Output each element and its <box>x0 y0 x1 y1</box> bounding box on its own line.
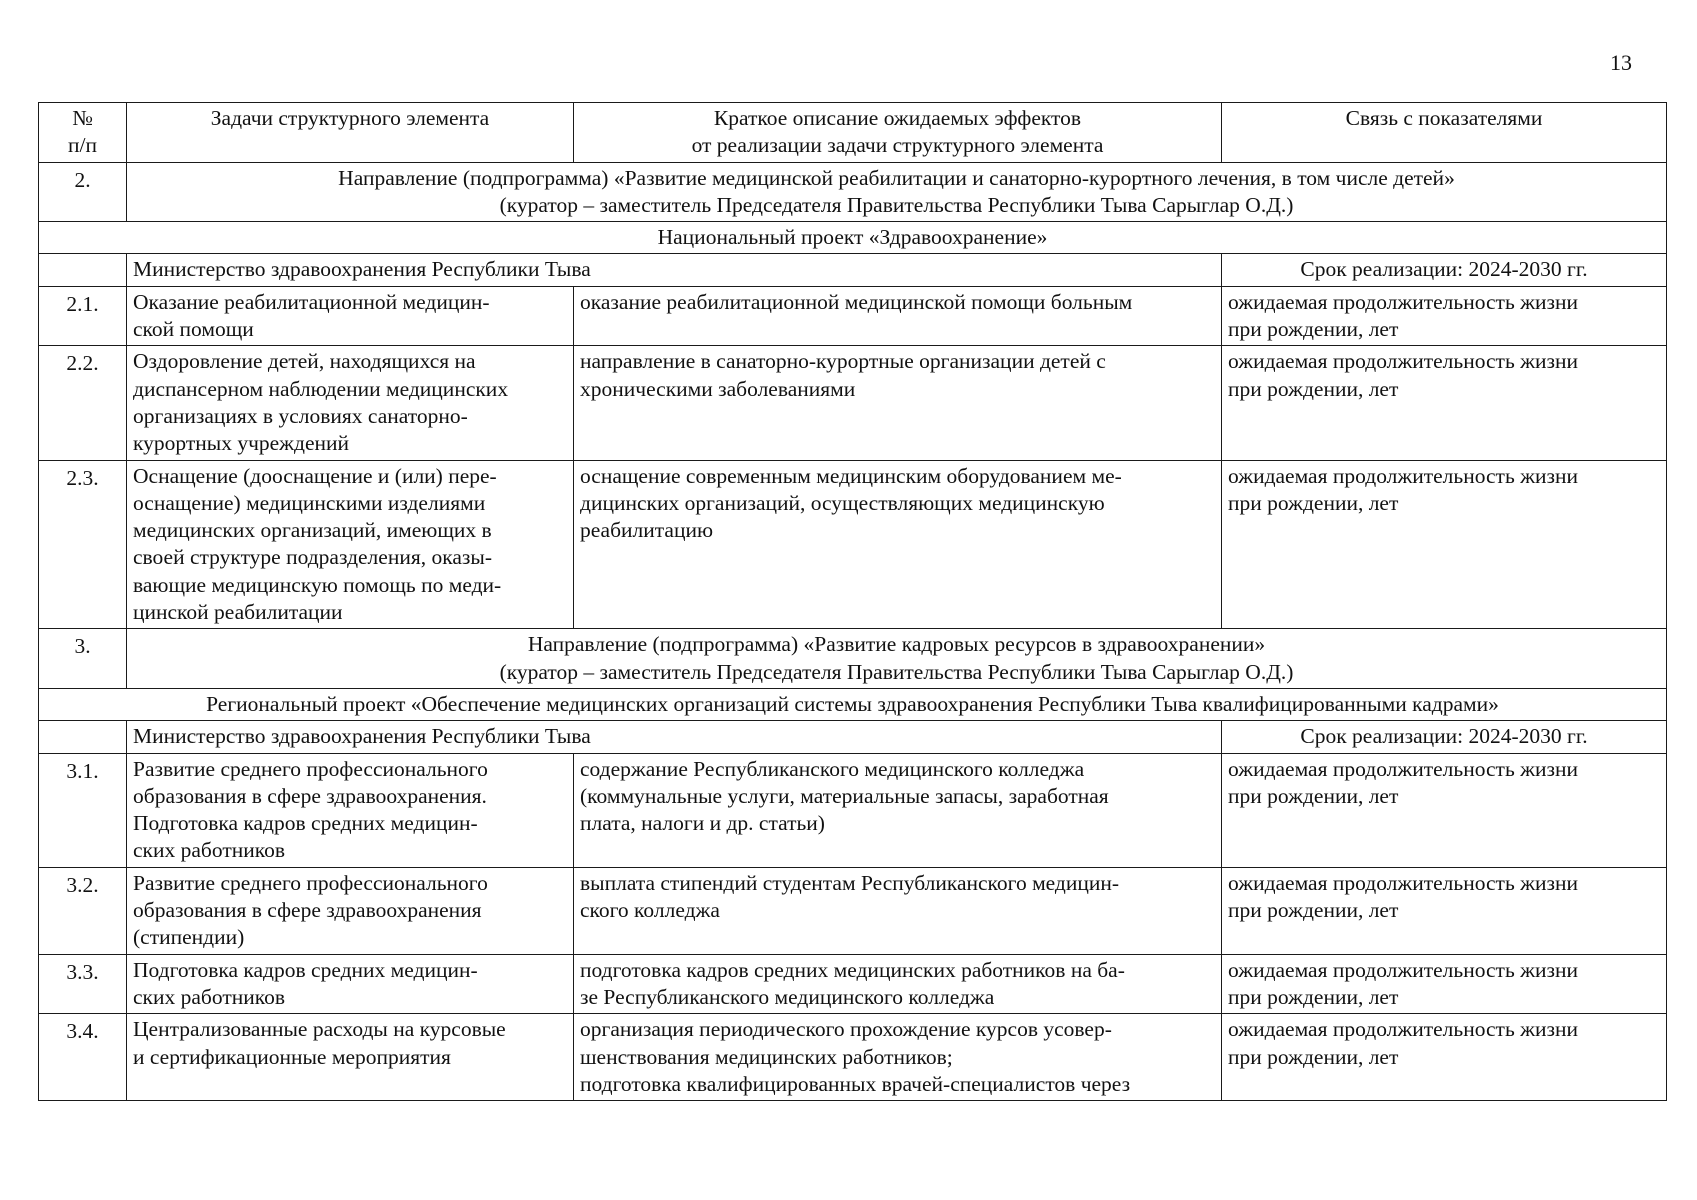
direction-row <box>39 162 1667 222</box>
indicator-line: ожидаемая продолжительность жизни <box>1228 1017 1578 1042</box>
task-line: ских работников <box>133 984 285 1009</box>
direction-line: (куратор – заместитель Председателя Правительства Республики Тыва Сарыглар О.Д.) <box>499 659 1294 684</box>
indicator-link-cell <box>1222 286 1667 346</box>
direction-row <box>39 629 1667 689</box>
task-line: Развитие среднего профессионального <box>133 870 488 895</box>
effect-line: подготовка кадров средних медицинских работников на ба- <box>580 957 1125 982</box>
task-line: вающие медицинскую помощь по меди- <box>133 572 502 597</box>
structural-elements-table <box>38 102 1667 1101</box>
indicator-line: ожидаемая продолжительность жизни <box>1228 870 1578 895</box>
header-number-cell <box>39 103 127 163</box>
effect-line: направление в санаторно-курортные организации детей с <box>580 349 1106 374</box>
task-line: медицинских организаций, имеющих в <box>133 518 492 543</box>
effect-line: выплата стипендий студентам Республиканского медицин- <box>580 870 1120 895</box>
indicator-line: ожидаемая продолжительность жизни <box>1228 957 1578 982</box>
effect-line: зе Республиканского медицинского колледжа <box>580 984 995 1009</box>
effect-line: реабилитацию <box>580 518 714 543</box>
ministry-number-cell <box>39 721 127 753</box>
task-line: образования в сфере здравоохранения <box>133 898 482 923</box>
header-number-line: п/п <box>68 133 97 158</box>
task-cell <box>127 286 574 346</box>
section-number: 2. <box>39 162 127 222</box>
project-title: Национальный проект «Здравоохранение» <box>39 222 1667 254</box>
task-line: Оснащение (дооснащение и (или) пере- <box>133 463 497 488</box>
implementation-term: Срок реализации: 2024-2030 гг. <box>1222 721 1667 753</box>
table-row <box>39 867 1667 954</box>
header-number-line: № <box>72 106 93 130</box>
row-number: 3.3. <box>39 954 127 1014</box>
effect-cell <box>574 753 1222 867</box>
effect-line: плата, налоги и др. статьи) <box>580 811 825 836</box>
effect-line: (коммунальные услуги, материальные запасы, заработная <box>580 783 1109 808</box>
indicator-line: при рождении, лет <box>1228 1044 1399 1069</box>
header-effect-line: от реализации задачи структурного элемента <box>691 133 1104 158</box>
effect-line: содержание Республиканского медицинского колледжа <box>580 756 1085 781</box>
indicator-link-cell <box>1222 1014 1667 1101</box>
indicator-line: при рождении, лет <box>1228 898 1399 923</box>
indicator-line: при рождении, лет <box>1228 376 1399 401</box>
task-cell <box>127 954 574 1014</box>
task-line: диспансерном наблюдении медицинских <box>133 376 509 401</box>
project-row <box>39 222 1667 254</box>
task-line: Подготовка кадров средних медицин- <box>133 957 478 982</box>
effect-cell <box>574 460 1222 629</box>
ministry-row <box>39 721 1667 753</box>
task-cell <box>127 1014 574 1101</box>
row-number: 3.2. <box>39 867 127 954</box>
table-row <box>39 286 1667 346</box>
direction-line: Направление (подпрограмма) «Развитие медицинской реабилитации и санаторно-курортного лечения, в том числе детей» <box>338 165 1455 190</box>
task-cell <box>127 867 574 954</box>
page-number: 13 <box>1610 50 1632 75</box>
direction-line: (куратор – заместитель Председателя Правительства Республики Тыва Сарыглар О.Д.) <box>499 192 1294 217</box>
task-line: оснащение) медицинскими изделиями <box>133 490 486 515</box>
implementation-term: Срок реализации: 2024-2030 гг. <box>1222 254 1667 286</box>
indicator-line: ожидаемая продолжительность жизни <box>1228 289 1578 314</box>
project-title: Региональный проект «Обеспечение медицинских организаций системы здравоохранения Республики Тыва квалифицированными кадрами» <box>39 688 1667 720</box>
header-effect-line: Краткое описание ожидаемых эффектов <box>713 106 1082 130</box>
table-row <box>39 753 1667 867</box>
table-row <box>39 1014 1667 1101</box>
indicator-link-cell <box>1222 346 1667 460</box>
task-line: курортных учреждений <box>133 431 350 456</box>
header-link-cell: Связь с показателями <box>1222 103 1667 163</box>
row-number: 3.4. <box>39 1014 127 1101</box>
effect-cell <box>574 1014 1222 1101</box>
table-row <box>39 954 1667 1014</box>
effect-cell <box>574 954 1222 1014</box>
effect-line: хроническими заболеваниями <box>580 376 856 401</box>
effect-line: дицинских организаций, осуществляющих медицинскую <box>580 490 1105 515</box>
task-cell <box>127 460 574 629</box>
task-line: Централизованные расходы на курсовые <box>133 1017 506 1042</box>
direction-title <box>127 162 1667 222</box>
task-line: своей структуре подразделения, оказы- <box>133 545 492 570</box>
indicator-line: при рождении, лет <box>1228 317 1399 342</box>
ministry-name: Министерство здравоохранения Республики Тыва <box>127 721 1222 753</box>
indicator-line: при рождении, лет <box>1228 783 1399 808</box>
effect-line: оснащение современным медицинским оборудованием ме- <box>580 463 1122 488</box>
task-line: организациях в условиях санаторно- <box>133 403 468 428</box>
ministry-name: Министерство здравоохранения Республики Тыва <box>127 254 1222 286</box>
indicator-link-cell <box>1222 460 1667 629</box>
table-row <box>39 346 1667 460</box>
task-line: Оказание реабилитационной медицин- <box>133 289 490 314</box>
effect-line: шенствования медицинских работников; <box>580 1044 953 1069</box>
row-number: 3.1. <box>39 753 127 867</box>
table-header-row <box>39 103 1667 163</box>
section-number: 3. <box>39 629 127 689</box>
effect-cell <box>574 867 1222 954</box>
effect-line: организация периодического прохождение курсов усовер- <box>580 1017 1112 1042</box>
row-number: 2.1. <box>39 286 127 346</box>
effect-line: подготовка квалифицированных врачей-специалистов через <box>580 1071 1131 1096</box>
task-line: Развитие среднего профессионального <box>133 756 488 781</box>
ministry-number-cell <box>39 254 127 286</box>
table-row <box>39 460 1667 629</box>
indicator-line: при рождении, лет <box>1228 490 1399 515</box>
indicator-line: при рождении, лет <box>1228 984 1399 1009</box>
row-number: 2.3. <box>39 460 127 629</box>
indicator-line: ожидаемая продолжительность жизни <box>1228 349 1578 374</box>
task-line: образования в сфере здравоохранения. <box>133 783 487 808</box>
effect-cell <box>574 286 1222 346</box>
effect-line: ского колледжа <box>580 898 720 923</box>
direction-line: Направление (подпрограмма) «Развитие кадровых ресурсов в здравоохранении» <box>527 632 1266 657</box>
table-body <box>39 162 1667 1101</box>
header-effect-cell <box>574 103 1222 163</box>
task-line: ских работников <box>133 838 285 863</box>
task-line: цинской реабилитации <box>133 600 343 625</box>
task-cell <box>127 753 574 867</box>
task-line: ской помощи <box>133 317 254 342</box>
task-line: Оздоровление детей, находящихся на <box>133 349 476 374</box>
direction-title <box>127 629 1667 689</box>
ministry-row <box>39 254 1667 286</box>
indicator-link-cell <box>1222 954 1667 1014</box>
effect-line: оказание реабилитационной медицинской помощи больным <box>580 289 1133 314</box>
project-row <box>39 688 1667 720</box>
header-task-cell: Задачи структурного элемента <box>127 103 574 163</box>
indicator-link-cell <box>1222 753 1667 867</box>
task-line: Подготовка кадров средних медицин- <box>133 811 478 836</box>
indicator-link-cell <box>1222 867 1667 954</box>
indicator-line: ожидаемая продолжительность жизни <box>1228 463 1578 488</box>
task-line: и сертификационные мероприятия <box>133 1044 451 1069</box>
task-cell <box>127 346 574 460</box>
row-number: 2.2. <box>39 346 127 460</box>
task-line: (стипендии) <box>133 925 245 950</box>
effect-cell <box>574 346 1222 460</box>
indicator-line: ожидаемая продолжительность жизни <box>1228 756 1578 781</box>
